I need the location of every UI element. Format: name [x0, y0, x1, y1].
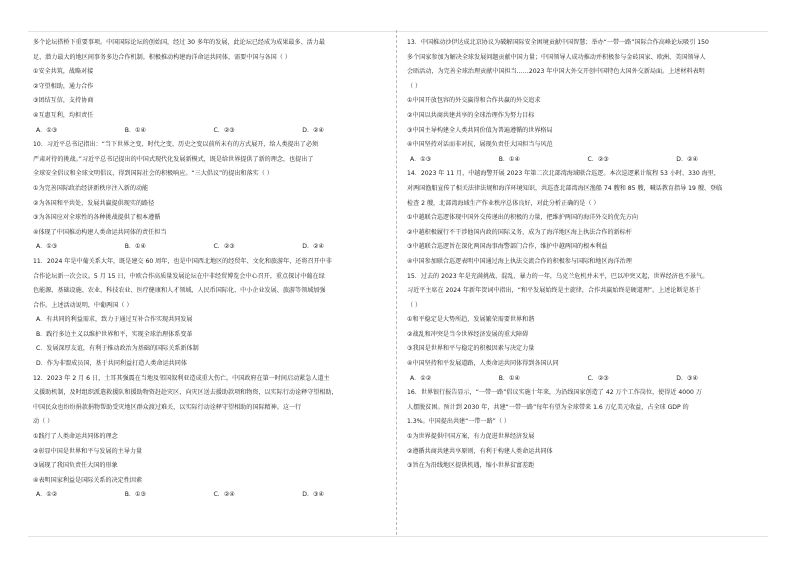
option-item: B．践行多边主义以维护世界和平，实现全球治理体系变革 [36, 330, 193, 338]
left-column [33, 36, 391, 503]
choice-b: B．①④ [124, 126, 146, 134]
option-item: ②守望相助，通力合作 [33, 82, 94, 90]
bottom-rule [28, 536, 768, 537]
question-text-line: 会晤活动，为完善全球治理贡献中国担当……2023 年中国大外交开创中国特色大国外交新局面。上述材料表明 [407, 68, 705, 76]
choice-b: B．①③ [124, 491, 146, 499]
option-item: ③展现了我国负责任大国的形象 [33, 462, 118, 470]
choice-a: A．①③ [36, 126, 58, 134]
option-item: ④中国参加联合巡逻表明中国通过海上执法交流合作的积极参与国际和地区海洋治理 [407, 257, 632, 265]
question-text-line: 人摆脱贫困。预计到 2030 年，共建“一带一路”每年有望为全球带来 1.6 万亿美元收益，占全球 GDP 的 [407, 403, 689, 411]
option-item: ①为世界提供中国方案，有力促进世界经济发展 [407, 433, 535, 441]
question-continued [33, 36, 391, 138]
question-text-line: 合作论坛新一次会议。5 月 15 日，中欧合作高质量发展论坛在中非经贸博览会中心召开，重点探讨中葡在绿 [33, 272, 325, 280]
option-item: ③旨在为沿线地区提供机遇，缩小世界贫富差距 [407, 462, 535, 470]
question-12 [33, 372, 391, 503]
option-item: ③为各国应对全球性的各种挑战提供了根本遵循 [33, 214, 161, 222]
question-11 [33, 255, 391, 372]
question-text-line: （ ） [407, 301, 422, 309]
choice-a: A．①② [410, 374, 432, 382]
answer-choices [33, 240, 391, 255]
answer-choices [33, 124, 391, 139]
choice-b: B．①④ [498, 155, 520, 163]
option-item: ④中国坚持对话而非对抗，展现负责任大国担当与风范 [407, 141, 553, 149]
right-column [407, 36, 765, 474]
option-item: ④中国坚持和平发展道路，人类命运共同体得到各国认同 [407, 360, 559, 368]
question-text-line: 14．2023 年 11 月，中越海警开展 2023 年第二次北部湾海域联合巡逻。本次巡逻累计航程 53 小时、330 海里， [407, 170, 720, 178]
choice-b: B．①④ [498, 374, 520, 382]
choice-a: A．①② [36, 491, 58, 499]
question-text-line: 全球安全倡议和全球文明倡议，得到国际社会的积极响应。“三大倡议”的提出和落实（ ） [33, 170, 273, 178]
question-text-line: 1.3%。中国提出共建“一带一路”（ ） [407, 418, 510, 426]
choice-a: A．①③ [36, 243, 58, 251]
option-item: ③中越联合巡逻旨在深化两国海事海警部门合作，维护中越两国的根本利益 [407, 243, 608, 251]
option-item: ③中国主导构建全人类共同价值为普遍遵循的世界格局 [407, 126, 553, 134]
option-item: ②中国以共商共建共享的全球治理作为努力目标 [407, 111, 535, 119]
option-item: ①中越联合巡逻体现中国外交传递出的积极的力量，把维护两国的海洋外交的优先方向 [407, 214, 638, 222]
choice-d: D．③④ [676, 374, 698, 382]
question-text-line: 检查 2 艘，北部湾海域生产作业秩序总体良好，对此分析正确的是（ ） [407, 199, 600, 207]
option-item: ②遵循共商共建共享原则，有利于构建人类命运共同体 [407, 447, 553, 455]
question-text-line: 色能源、基础设施、农业、科技农业、医疗健康和人才领域、人民币国际化、中小企业发展、旅游等领域加强 [33, 287, 326, 295]
question-16 [407, 386, 765, 474]
choice-a: A．①③ [410, 155, 432, 163]
choice-c: C．②③ [213, 243, 235, 251]
answer-choices [407, 372, 765, 387]
option-item: ①中国开放包容的外交赢得和合作共赢的外交追求 [407, 97, 541, 105]
top-rule [28, 31, 768, 32]
question-text-line: 习近平主席在 2024 年新年贺词中指出，“和平发展始终是主旋律，合作共赢始终是硬道理”。上述论断是基于 [407, 287, 701, 295]
question-text-line: 多个论坛搭桥下重要事项。中国国际论坛的创始国，经过 30 多年的发展，此论坛已经成为成果最多、活力最 [33, 39, 325, 46]
question-15 [407, 270, 765, 387]
choice-c: C．②③ [587, 374, 609, 382]
question-text-line: 12．2023 年 2 月 6 日，土耳其强震在当地及邻国叙利亚造成重大伤亡。中国政府在第一时间启动紧急人道主 [33, 374, 330, 382]
option-item: ②为各国和平共处、发展共赢提供现实的路径 [33, 199, 155, 207]
question-text-line: 多个国家参加为解决全球发展问题贡献中国力量；中国领导人成功推动并积极参与金砖国家、欧洲、美国领导人 [407, 53, 706, 61]
choice-c: C．②③ [587, 155, 609, 163]
question-text-line: 16．世界银行报告显示，“一带一路”倡议实施十年来，为沿线国家创造了 42 万个工作岗位，使得近 4000 万 [407, 389, 702, 397]
question-13 [407, 36, 765, 167]
option-item: ①践行了人类命运共同体的理念 [33, 433, 118, 441]
question-text-line: （ ） [407, 82, 422, 90]
option-item: ④表明国家利益是国际关系的决定性因素 [33, 476, 143, 484]
question-text-line: 合作。上述活动说明，中葡两国（ ） [33, 301, 133, 309]
option-item: ①和平稳定是大势所趋，发展繁荣需要世界和谐 [407, 316, 535, 324]
option-item: D．作为非盟成员国，基于共同利益打造人类命运共同体 [36, 360, 187, 368]
choice-d: D．②④ [302, 243, 324, 251]
question-text-line: 10．习近平总书记指出：“当下世界之变、时代之变、历史之变以前所未有的方式展开，给人类提出了必须 [33, 141, 319, 149]
option-item: ③我国是世界和平与稳定的积极因素与决定力量 [407, 345, 535, 353]
question-text-line: 11．2024 年是中葡关系大年，既是建交 60 周年，也是中国西北地区的经贸年、文化和旅游年，还将召开中非 [33, 257, 332, 265]
option-item: ④体现了中国推动构建人类命运共同体的责任担当 [33, 228, 167, 236]
option-item: ②战乱和冲突是当今世界经济发展的重大障碍 [407, 330, 529, 338]
option-item: ②彰显中国是世界和平与发展的主导力量 [33, 447, 143, 455]
question-text-line: 严肃对待的挑战。”习近平总书记提出的中国式现代化发展新模式，既是给世界提供了新的理念，也提出了 [33, 155, 314, 163]
choice-d: D．②④ [302, 126, 324, 134]
question-text-line: 动（ ） [33, 418, 54, 426]
question-text-line: 对两国渔船宣传了相关法律法规和海洋环境知识，共巡查北部湾海区渔船 74 艘和 85 艘，喊话教育指导 19 艘、登临 [407, 184, 723, 192]
choice-d: D．②④ [676, 155, 698, 163]
question-10 [33, 138, 391, 255]
choice-b: B．①④ [124, 243, 146, 251]
column-divider [396, 30, 397, 535]
choice-c: C．②③ [213, 126, 235, 134]
option-item: ④互惠互利，均担责任 [33, 111, 94, 119]
option-item: ③团结互信，支持协商 [33, 97, 94, 105]
option-item: ②中越积极履行不干涉他国内政的国际义务，成为了海洋地区海上执法合作的新标杆 [407, 228, 632, 236]
choice-d: D．③④ [302, 491, 324, 499]
question-text-line: 足、潜力最大的地区间事务多边合作机制。积极推动构建海洋命运共同体，需要中国与各国（ ） [33, 53, 291, 61]
option-item: A．有共同的利益需求，致力于通过互补合作实现共同发展 [36, 316, 193, 324]
option-item: ①为完善国际政治经济新秩序注入新的动能 [33, 184, 149, 192]
question-text-line: 13．中国推动沙伊达成北京协议为破解国际安全困境贡献中国智慧；举办“一带一路”国际合作高峰论坛吸引 150 [407, 39, 709, 46]
choice-c: C．②④ [213, 491, 235, 499]
question-text-line: 15．过去的 2023 年是充满挑战、混乱、暴力的一年，乌克兰危机并未平，巴以冲突又起，世界经济也不景气。 [407, 272, 709, 280]
answer-choices [407, 153, 765, 168]
option-item: C．发展深厚友谊，有利于推动政治为基础的国际关系新体制 [36, 345, 199, 353]
answer-choices [33, 488, 391, 503]
option-item: ①安全共筑，战略对接 [33, 68, 94, 76]
question-14 [407, 167, 765, 269]
question-text-line: 义援助机制，及时组织派遣救援队和援助物资赶赴灾区，向灾区送去援助款项和物资，以实际行动诠释守望相助， [33, 389, 338, 397]
question-text-line: 中国民众也纷纷捐款捐物帮助受灾地区群众渡过难关，以实际行动诠释守望相助的国际精神。这一行 [33, 403, 302, 411]
